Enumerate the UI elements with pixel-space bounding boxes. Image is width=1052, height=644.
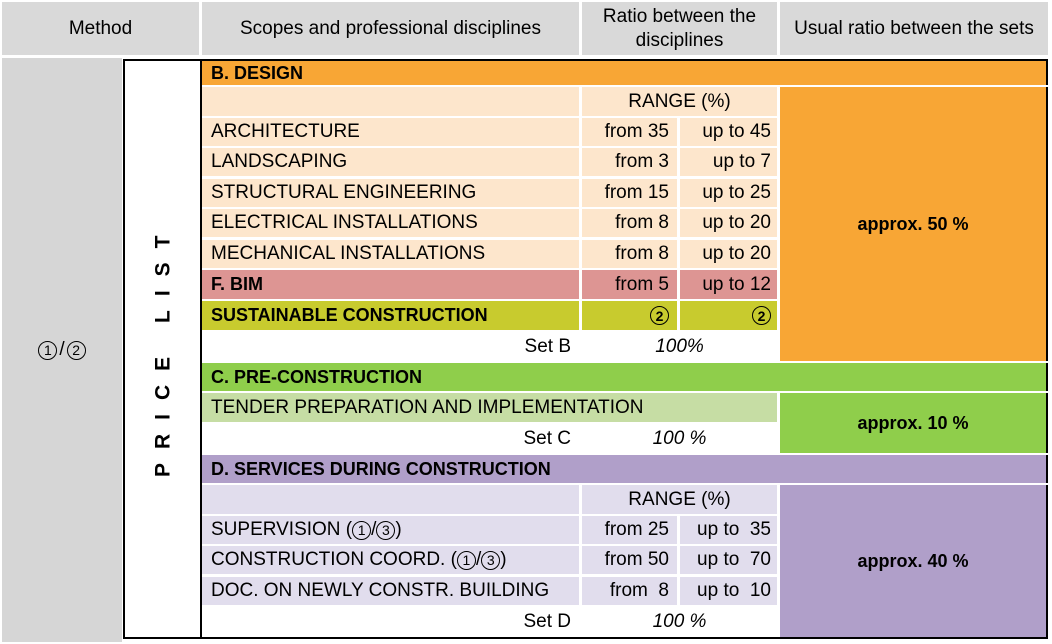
set-b-label: Set B [202,332,579,361]
design-row-name: ELECTRICAL INSTALLATIONS [202,209,579,237]
services-range-spacer [202,485,579,514]
header-ratio: Ratio between the disciplines [582,2,777,55]
method-cell [2,58,122,642]
header-usual: Usual ratio between the sets [780,2,1048,55]
design-row-from: from 3 [582,148,677,176]
footnote-1-marker: 1 [352,521,371,540]
footnote-3-marker: 3 [481,551,500,570]
sustainable-row-name: SUSTAINABLE CONSTRUCTION [202,301,579,330]
services-doc-from: from 8 [582,577,677,605]
design-range-spacer [202,87,579,116]
design-row-to: up to 7 [680,148,777,176]
header-method: Method [2,2,199,55]
bim-row-to: up to 12 [680,270,777,299]
services-row-slash: / [371,519,377,540]
services-row-label: CONSTRUCTION COORD. ( [211,549,457,570]
bim-row-name: F. BIM [202,270,579,299]
sustainable-row-to [680,301,777,330]
design-row-name: STRUCTURAL ENGINEERING [202,179,579,207]
usual-ratio-preconstruction: approx. 10 % [780,393,1048,453]
footnote-2-marker: 2 [752,306,771,325]
section-title-design: B. DESIGN [202,59,1048,85]
preconstruction-row-name: TENDER PREPARATION AND IMPLEMENTATION [202,393,777,422]
design-row-to: up to 45 [680,118,777,146]
price-list-label: PRICE LIST [151,221,175,477]
bim-row-from: from 5 [582,270,677,299]
services-row-slash: / [475,549,482,570]
footnote-3-marker: 3 [376,521,395,540]
section-title-preconstruction: C. PRE-CONSTRUCTION [202,363,1048,391]
services-row-close: ) [395,519,402,540]
header-scopes: Scopes and professional disciplines [202,2,579,55]
services-row-name [202,546,579,574]
set-b-value: 100% [582,332,777,361]
method-slash: / [59,339,65,360]
design-row-name: ARCHITECTURE [202,118,579,146]
services-row-name [202,516,579,544]
design-row-to: up to 20 [680,209,777,237]
services-doc-to: up to 10 [680,577,777,605]
services-row-from: from 50 [582,546,677,574]
design-row-from: from 35 [582,118,677,146]
design-row-to: up to 25 [680,179,777,207]
footnote-2-marker: 2 [650,306,669,325]
design-row-name: LANDSCAPING [202,148,579,176]
method-marker-1: 1 [38,341,57,360]
design-range-header: RANGE (%) [582,87,777,116]
sustainable-row-from [582,301,677,330]
footnote-1-marker: 1 [457,551,476,570]
services-doc-name: DOC. ON NEWLY CONSTR. BUILDING [202,577,579,605]
services-row-to: up to 70 [680,546,777,574]
design-row-to: up to 20 [680,240,777,268]
services-row-to: up to 35 [680,516,777,544]
usual-ratio-design: approx. 50 % [780,87,1048,361]
set-d-value: 100 % [582,607,777,637]
design-row-from: from 8 [582,240,677,268]
services-row-from: from 25 [582,516,677,544]
design-row-from: from 8 [582,209,677,237]
section-title-services: D. SERVICES DURING CONSTRUCTION [202,455,1048,483]
price-list-cell [123,59,202,639]
services-row-label: SUPERVISION ( [211,519,353,540]
set-d-label: Set D [202,607,579,637]
set-c-value: 100 % [582,424,777,453]
services-range-header: RANGE (%) [582,485,777,514]
design-row-from: from 15 [582,179,677,207]
table-bottom-border [123,637,1048,639]
services-row-close: ) [500,549,507,570]
design-row-name: MECHANICAL INSTALLATIONS [202,240,579,268]
method-marker-2: 2 [67,341,86,360]
set-c-label: Set C [202,424,579,453]
usual-ratio-services: approx. 40 % [780,485,1048,637]
